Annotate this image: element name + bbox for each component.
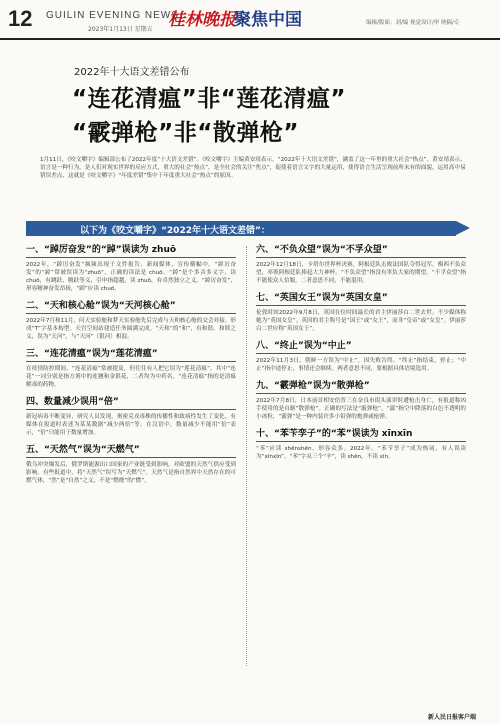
- item-underline: [256, 305, 466, 306]
- error-item-body: 伦敦时间2022年9月8日，英国在位时间最长的君主伊丽莎白二世去世。不少媒体称她为“英国女皇”。英国的君主称号是“国王”或“女王”，而非“皇帝”或“女皇”。伊丽莎白二世应称“英国女王”。: [256, 310, 466, 332]
- error-item-body: 2022年7月和11月，问天实验舱和梦天实验舱先后完成与天和核心舱的交会对接。形成“T”字基本构型。天宫空间站建造任务圆满完成。“天和”的“和”，有和谐、和睦之义，误为“天河”，与“天河”（银河）相混。: [26, 318, 236, 340]
- error-item-6: [256, 244, 466, 285]
- error-item-body: 2022年12月18日，卡塔尔世界杯决赛，阿根廷队击败法国队夺得冠军。梅西不负众望，率领阿根廷队捧起大力神杯。“不负众望”指没有辜负大家的期望，“不孚众望”指不能使众人信服，二者意思不同，不能混用。: [256, 262, 466, 284]
- item-underline: [26, 457, 236, 458]
- error-item-title: 六、“不负众望”误为“不孚众望”: [256, 245, 388, 255]
- list-banner: [26, 221, 476, 236]
- headline-line-2: “霰弹枪”非“散弹枪”: [72, 120, 299, 146]
- error-item-title: 八、“终止”误为“中止”: [256, 341, 352, 351]
- error-item-title: 二、“天和核心舱”误为“天河核心舱”: [26, 301, 176, 311]
- error-item-body: “苯”应读 shēnshēn，形容众多。2022年，“苯苄孪子”成为热词，有人误读为“xīnxīn”。“苯”字从三个“辛”，读 shēn，不读 xīn。: [256, 446, 466, 460]
- error-item-body: 2022年7月8日，日本前首相安倍晋三在奈良市街头演讲时遭枪击身亡，有报道称凶手使用的是自制“散弹枪”。正确的写法是“霰弹枪”，“霰”指空中降落的白色不透明的小冰粒，“霰弹”是一种内装许多小铅弹的炮弹或枪弹。: [256, 398, 466, 420]
- banner-text: 以下为《咬文嚼字》“2022年十大语文差错”：: [80, 226, 270, 236]
- error-item-title: 七、“英国女王”误为“英国女皇”: [256, 293, 388, 303]
- error-item-body: 俄乌冲突爆发后，俄罗斯能源出口国家的产业链受到影响，对欧盟的天然气供应受到影响。有些报道中，将“天然气”误写为“天燃气”。天然气是指自然界中天然存在的可燃气体，“然”是“自然”之义，不是“燃烧”的“燃”。: [26, 462, 236, 484]
- error-item-10: [256, 428, 466, 461]
- left-column: [26, 244, 236, 492]
- error-item-2: [26, 300, 236, 341]
- error-item-body: 在疫情防控期间，“连花清瘟”常被提及，但往往有人把它误为“莲花清瘟”。其中“连花”一词分别是指方剂中的连翘和金银花，二者均为中药名，“连花清瘟”指的是清瘟解毒的药物。: [26, 366, 236, 388]
- error-item-title: 十、“苯苄孪子”的“苯”误读为 xīnxīn: [256, 429, 413, 439]
- error-item-body: 2022年11月3日，朝鲜一方误为“中止”，因失败告终。“终止”指结束，停止；“中止”指中途停止，事情还会继续。两者意思不同，要根据具体语境选用。: [256, 358, 466, 372]
- error-item-7: [256, 292, 466, 333]
- page-header: [0, 0, 500, 40]
- item-underline: [256, 393, 466, 394]
- error-item-title: 一、“踔厉奋发”的“踔”误读为 zhuō: [26, 245, 177, 255]
- error-item-9: [256, 380, 466, 421]
- error-item-1: [26, 244, 236, 293]
- banner-arrow: [456, 221, 470, 235]
- newspaper-logo: 桂林晚报: [168, 10, 236, 30]
- error-item-title: 四、数量减少误用“倍”: [26, 397, 119, 407]
- section-title: 聚焦中国: [234, 10, 302, 30]
- item-underline: [256, 257, 466, 258]
- headline-line-1: “连花清瘟”非“莲花清瘟”: [72, 86, 346, 112]
- error-item-title: 五、“天然气”误为“天燃气”: [26, 445, 140, 455]
- item-underline: [26, 313, 236, 314]
- item-underline: [26, 361, 236, 362]
- error-item-title: 九、“霰弹枪”误为“散弹枪”: [256, 381, 370, 391]
- item-underline: [26, 409, 236, 410]
- editor-credits: 编辑/版面：刘/编 视觉设计/审 统稿/专: [366, 20, 460, 26]
- publication-date: 2023年1月13日 星期五: [88, 26, 153, 33]
- error-item-body: 新冠病毒不断变异，研究人员发现，奥密克戎毒株的传播性和致病性发生了变化。有媒体在报道时表述为某某数据“减少两倍”等。在汉语中，数量减少不能用“倍”表示，“倍”只能用于数量增加。: [26, 414, 236, 436]
- article-intro: 1月11日，《咬文嚼字》编辑部公布了2022年度“十大语文差错”。《咬文嚼字》主编黄安靖表示，“2022年十大语文差错”，涵盖了这一年里的重大社会“热点”。黄安靖表示，语言是一种行为，是人们对现实世界的反应方式，重大的社会“热点”，是全社会的关注“焦点”，促使着语言文字的大量运用，使得语言生活呈现前所未有的面貌，运用高中易错误差点，这就是《咬文嚼字》“年度差错”集中于年度重大社会“热点”的原因。: [40, 157, 466, 180]
- item-underline: [256, 441, 466, 442]
- error-item-8: [256, 340, 466, 373]
- column-divider: [246, 246, 247, 666]
- error-item-title: 三、“连花清瘟”误为“莲花清瘟”: [26, 349, 158, 359]
- publication-english-name: GUILIN EVENING NEWS: [46, 10, 179, 21]
- error-item-5: [26, 444, 236, 485]
- error-item-4: [26, 396, 236, 437]
- error-item-3: [26, 348, 236, 389]
- page-number: 12: [8, 6, 33, 31]
- article-source: 新人民日报客户端: [428, 714, 477, 721]
- right-column: [256, 244, 466, 468]
- article-kicker: 2022年十大语文差错公布: [74, 67, 190, 78]
- item-underline: [256, 353, 466, 354]
- item-underline: [26, 257, 236, 258]
- error-item-body: 2022年，“踔厉奋发”频频出现于文件报告、新闻媒体，宣传横幅中。“踔厉奋发”的“踔”常被误读为“zhuō”，正确的读法是 chuō。“踔”是个多音多义字，读 chuō，有跳跃、腾跃等义，引申指超越，读 zhuō，有卓然独立之义。“踔厉奋发”，形容精神奋发昂扬，“踔”应读 chuō。: [26, 262, 236, 292]
